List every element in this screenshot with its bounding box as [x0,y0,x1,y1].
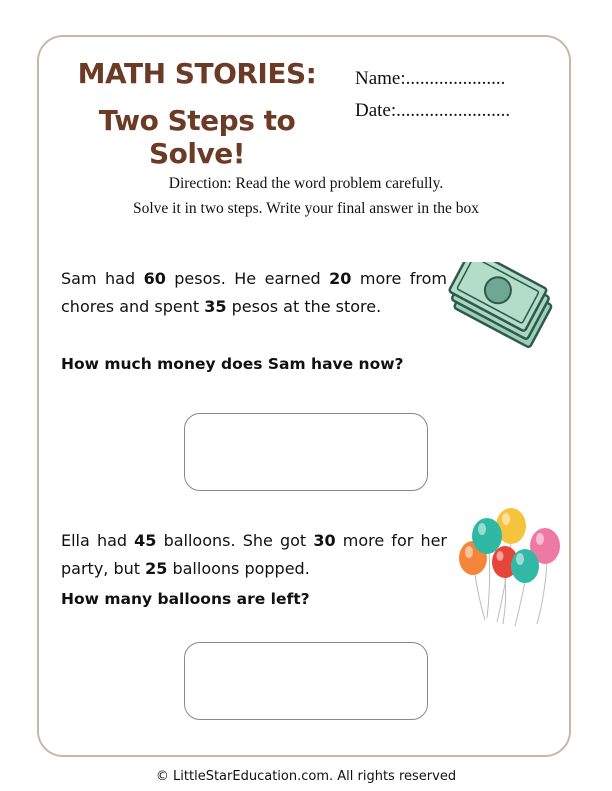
problem-2-seg: balloons. She got [156,531,314,550]
name-field-label: Name:..................... [355,68,506,89]
problem-1-number: 20 [329,269,352,288]
title-line-1: MATH STORIES: [77,57,317,90]
copyright-footer: © LittleStarEducation.com. All rights reserved [155,769,457,784]
problem-2-seg: balloons popped. [167,559,310,578]
problem-1-number: 35 [204,297,227,316]
problem-2-number: 45 [134,531,157,550]
problem-2-number: 30 [313,531,336,550]
date-field-label: Date:........................ [355,100,511,121]
problem-1-seg: pesos at the store. [226,297,382,316]
answer-box-1[interactable] [184,413,428,491]
money-icon [442,262,560,350]
problem-1-number: 60 [143,269,166,288]
balloons-icon [455,500,565,630]
problem-1-question: How much money does Sam have now? [61,355,404,373]
problem-1-seg: Sam had [61,269,144,288]
answer-box-2[interactable] [184,642,428,720]
problem-1-text [61,265,447,321]
problem-2-seg: Ella had [61,531,135,550]
problem-2-seg: more for her party, but [61,531,447,578]
title-line-2: Two Steps to Solve! [98,104,296,170]
problem-1-seg: more from chores and spent [61,269,447,316]
direction-line-2: Solve it in two steps. Write your final answer in the box [132,200,480,217]
direction-line-1: Direction: Read the word problem carefully. [168,175,444,192]
problem-1-seg: pesos. He earned [165,269,330,288]
problem-2-number: 25 [145,559,168,578]
problem-2-text [61,527,447,583]
problem-2-question: How many balloons are left? [61,590,310,608]
